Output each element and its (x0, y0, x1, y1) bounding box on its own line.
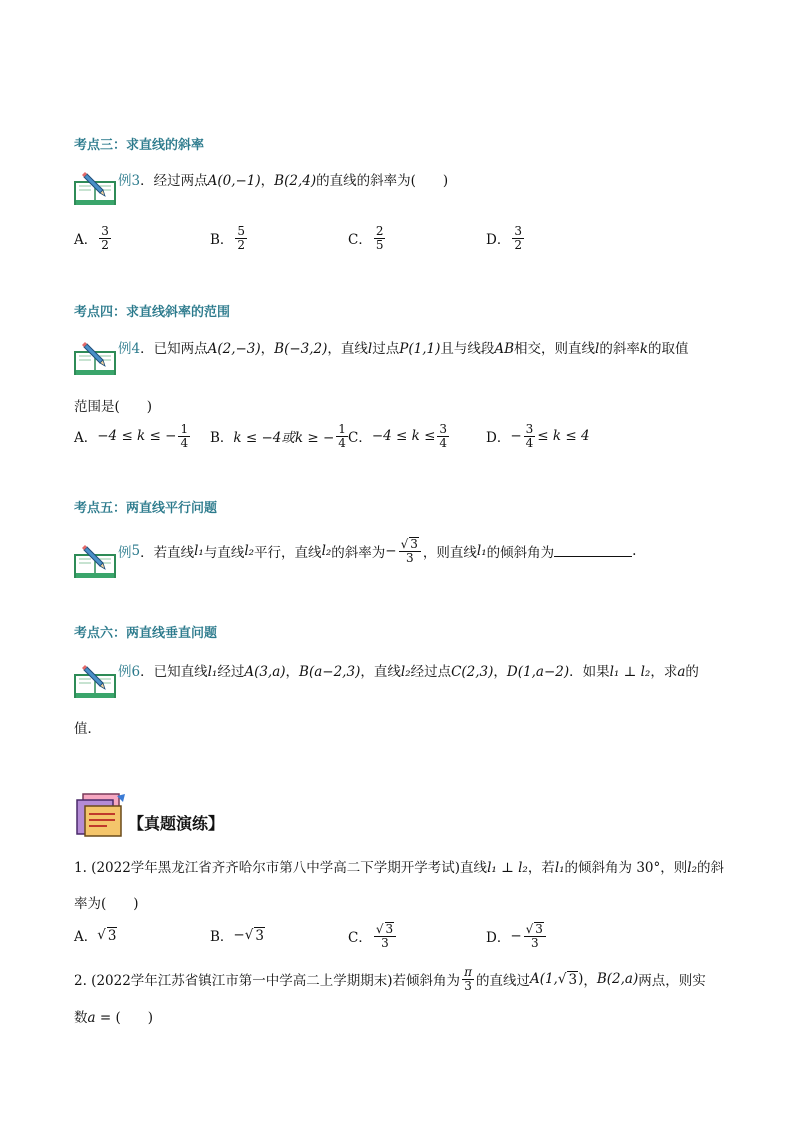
example4-line2: 范围是( ) (74, 399, 153, 415)
book-pencil-icon (73, 170, 117, 206)
example5-question: 例 5 ．若直线 l₁ 与直线 l₂ 平行，直线 l₂ 的斜率为 − $\frac{√ 3}{3}$ ，则直线 l₁ 的倾斜角为 . (118, 537, 637, 565)
ex4-option-b: B． k ≤ −4或k ≥ − $\frac{1}{4}$ (210, 422, 346, 450)
ex4-option-c: C． −4 ≤ k ≤ $\frac{3}{4}$ (348, 422, 448, 450)
practice-icon (75, 792, 127, 838)
example3-question: 例3．经过两点A(0,−1)，B(2,4)的直线的斜率为( ) (118, 173, 449, 189)
book-pencil-icon (73, 663, 117, 699)
section4-heading: 考点四：求直线斜率的范围 (74, 305, 231, 320)
ex4-option-d: D． − $\frac{3}{4}$ ≤ k ≤ 4 (486, 422, 590, 450)
book-pencil-icon (73, 340, 117, 376)
q1-option-d: D． − $\frac{√ 3}{3}$ (486, 922, 548, 949)
practice-q2-line2: 数a = ( ) (74, 1010, 153, 1026)
ex3-option-a: A． $\frac{3}{2}$ (74, 224, 109, 252)
practice-q1-line2: 率为( ) (74, 896, 139, 912)
ex4-option-a: A． −4 ≤ k ≤ − $\frac{1}{4}$ (74, 422, 189, 450)
q1-option-a: A． √ 3 (74, 927, 117, 945)
example4-question: 例4．已知两点A(2,−3)，B(−3,2)，直线l过点P(1,1)且与线段AB相交，则直线l的斜率k的取值 (118, 341, 689, 357)
q1-option-b: B． − √ 3 (210, 927, 264, 945)
practice-q1: 1. (2022学年黑龙江省齐齐哈尔市第八中学高二下学期开学考试)直线l₁ ⊥ l₂，若l₁的倾斜角为 30°，则l₂的斜 (74, 860, 725, 876)
practice-title: 【真题演练】 (128, 814, 225, 833)
ex3-option-c: C． $\frac{2}{5}$ (348, 224, 384, 252)
answer-blank[interactable] (554, 544, 632, 557)
section3-heading: 考点三：求直线的斜率 (74, 138, 205, 153)
practice-q2: 2. (2022学年江苏省镇江市第一中学高二上学期期末)若倾斜角为 $\frac{\pi}{3}$ 的直线过 A(1, √ 3 ) ， B(2,a) 两点，则实 (74, 965, 706, 993)
section6-heading: 考点六：两直线垂直问题 (74, 626, 218, 641)
example6-line2: 值． (74, 721, 101, 737)
section5-heading: 考点五：两直线平行问题 (74, 501, 218, 516)
book-pencil-icon (73, 543, 117, 579)
ex3-option-d: D． $\frac{3}{2}$ (486, 224, 522, 252)
q1-option-c: C． $\frac{√ 3}{3}$ (348, 922, 398, 949)
example6-question: 例6．已知直线l₁经过A(3,a)，B(a−2,3)，直线l₂经过点C(2,3)，D(1,a−2)．如果l₁ ⊥ l₂，求a的 (118, 664, 699, 680)
ex3-option-b: B． $\frac{5}{2}$ (210, 224, 246, 252)
